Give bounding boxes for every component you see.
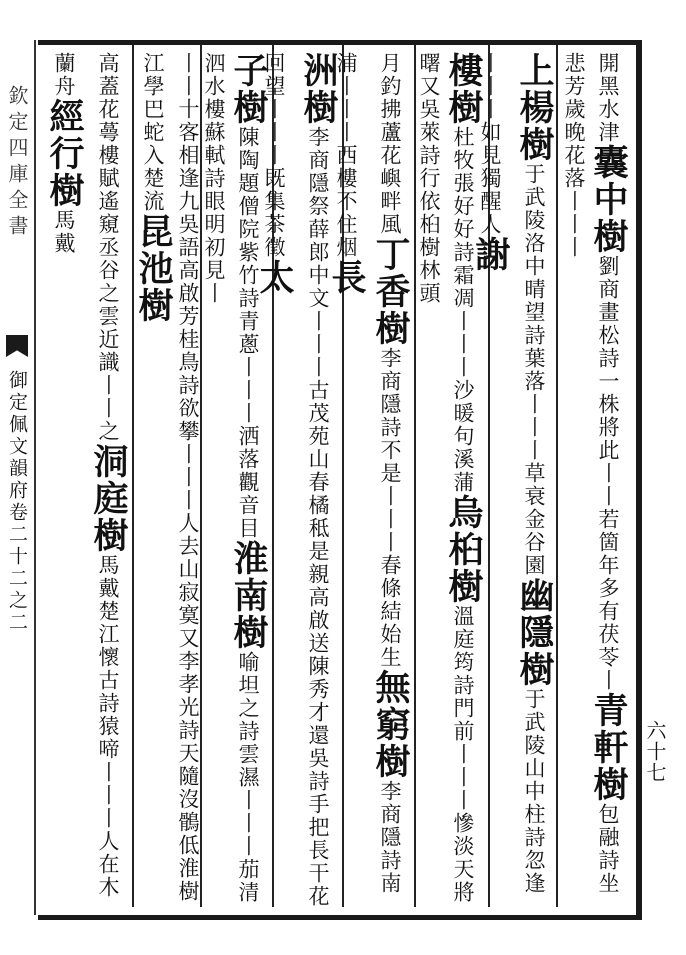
spine-title-text: 御定佩文韻府 (6, 370, 28, 502)
entry-citation: 李商隱詩不是丨丨丨春條結始生 (378, 347, 402, 669)
entry-heading: 幽隱樹 (514, 577, 555, 688)
entry-citation: 馬戴楚江懷古詩猿啼丨丨丨人在木蘭舟 (52, 52, 120, 899)
entry-heading: 無窮樹 (370, 669, 411, 780)
entry-heading: 青軒樹 (588, 692, 629, 803)
entry-heading: 謝 (470, 236, 511, 273)
entry-heading: 丁香樹 (370, 236, 411, 347)
entry-citation: 溫庭筠詩門前丨丨丨慘淡天將曙又吳萊詩行依桕樹林頭 (417, 52, 475, 904)
entry-citation: 月釣拂蘆花嶼畔風 (378, 52, 402, 236)
entry-citation: 陳陶題僧院紫竹詩青蔥丨丨丨洒落觀音目 (236, 126, 260, 540)
entry-citation: 李商隱詩南浦丨丨丨西樓不住烟 (334, 52, 402, 895)
entry-heading: 樓樹 (443, 52, 484, 126)
entry-heading: 烏桕樹 (443, 494, 484, 605)
book-spine (0, 40, 36, 910)
entry-citation: 馬戴 (52, 209, 76, 255)
entry-citation: 丨丨十客相逢九吳語高啟芳桂鳥詩欲攀丨丨丨人去山寂寞又李孝光詩天隨沒鶻低淮樹江學巴蛇入楚流 (141, 52, 200, 903)
column-rule (556, 45, 558, 907)
spine-book-title (2, 370, 32, 634)
entry-heading: 長 (326, 259, 367, 296)
entry-citation: 包融詩坐悲芳歲晚花落丨丨丨 (562, 52, 620, 895)
entry-citation: 于武陵洛中晴望詩葉落丨丨丨草衰金谷園 (522, 163, 546, 577)
spine-divider (34, 40, 36, 915)
entry-heading: 昆池樹 (133, 213, 174, 324)
entry-citation: 丨丨若箇年多有茯苓 (596, 462, 620, 669)
text-column-8 (44, 52, 130, 912)
entry-heading: 洲樹 (298, 52, 339, 126)
text-column-2 (470, 52, 556, 912)
entry-citation: 于武陵山中柱詩忽逢丨丨丨如見獨醒人 (478, 52, 546, 895)
fishtail-mark-icon (6, 335, 28, 357)
page-number: 六十七 (643, 720, 667, 783)
entry-citation: 丨 (596, 669, 620, 692)
entry-citation: 高蓋花蕚樓賦遙窺丞谷之雲近識丨丨之 (96, 52, 120, 443)
entry-citation: 劉商畫松詩一株將此 (596, 255, 620, 462)
entry-citation: 開黑水津 (596, 52, 620, 144)
entry-heading: 太 (254, 259, 295, 296)
entry-heading: 經行樹 (44, 98, 85, 209)
entry-heading: 洞庭樹 (88, 443, 129, 554)
text-column-7 (133, 52, 200, 912)
entry-citation: 李商隱祭薛郎中文丨丨丨古茂苑山春橘秪是親高啟送陳秀才還吳詩手把長干花回望丨丨丨既集茶徵 (262, 52, 330, 908)
text-column-3 (419, 52, 485, 912)
text-column-4 (326, 52, 412, 912)
entry-citation: 杜牧張好好詩霜凋丨丨丨沙暖句溪蒲 (451, 126, 475, 494)
text-column-5 (254, 52, 340, 912)
text-column-1 (562, 52, 630, 912)
entry-heading: 淮南樹 (228, 540, 269, 651)
spine-volume-text: 卷二十二之二 (6, 502, 28, 634)
text-column-6 (202, 52, 270, 912)
entry-heading: 子樹 (228, 52, 269, 126)
spine-collection-title: 欽定四庫全書 (5, 85, 29, 241)
entry-heading: 上楊樹 (514, 52, 555, 163)
entry-citation: 喻坦之詩雲濕丨丨丨茄清泗水樓蘇軾詩眼明初見丨 (202, 52, 260, 904)
entry-heading: 囊中樹 (588, 144, 629, 255)
